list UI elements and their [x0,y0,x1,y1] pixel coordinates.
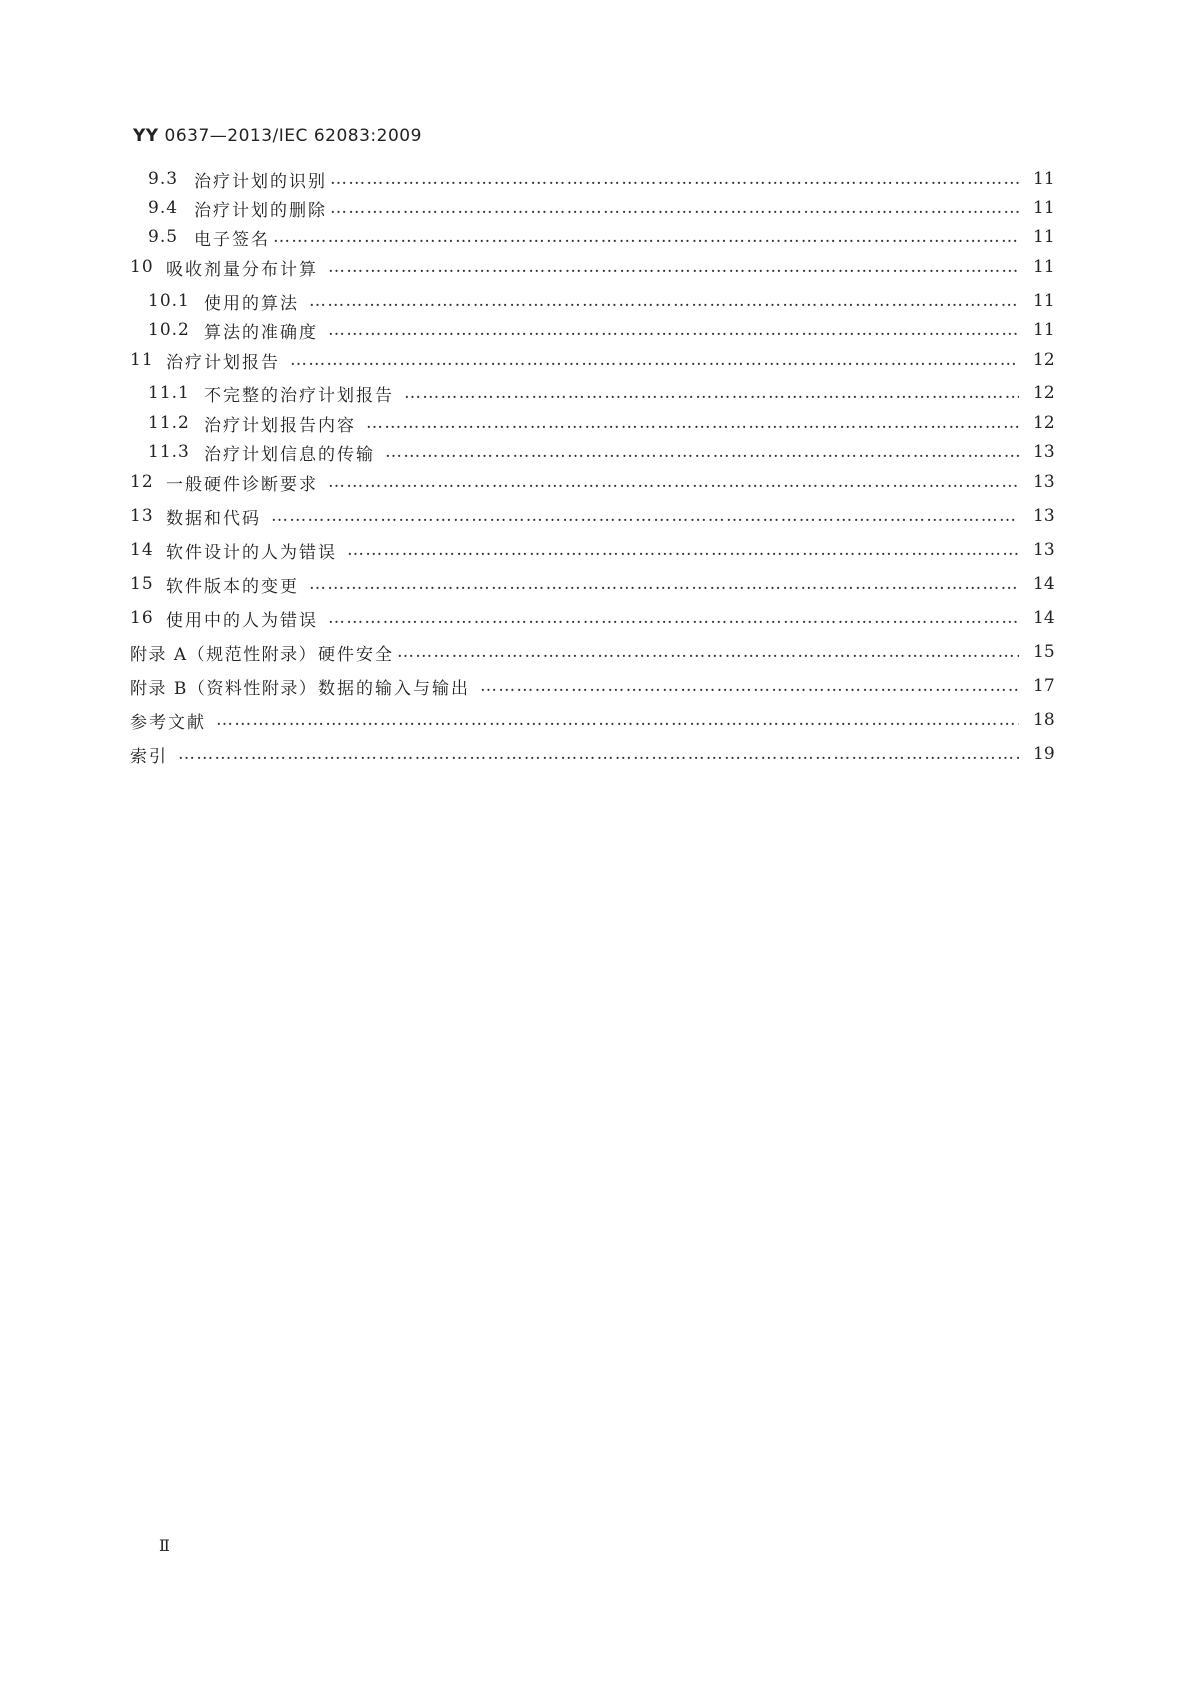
toc-entry[interactable] [0,166,1191,192]
toc-entry-number: 10 [130,257,154,277]
toc-entry-title: 软件设计的人为错误 [166,542,337,563]
toc-entry-title: 参考文献 [130,712,206,733]
toc-entry-page: 11 [1033,320,1055,340]
toc-entry-title: 治疗计划报告内容 [204,415,356,436]
toc-entry-title: 软件版本的变更 [166,576,299,597]
toc-entry[interactable] [0,673,1191,699]
toc-leader-dots [330,198,1019,218]
toc-entry-page: 13 [1033,442,1055,462]
standard-number: 0637—2013/IEC 62083:2009 [164,126,422,146]
toc-entry-title: 治疗计划的识别 [194,171,327,192]
toc-leader-dots [328,608,1019,628]
toc-entry-number: 15 [130,574,154,594]
toc-leader-dots [347,540,1019,560]
toc-entry[interactable] [0,254,1191,280]
toc-entry[interactable] [0,571,1191,597]
toc-leader-dots [290,350,1019,370]
toc-entry-title: 数据和代码 [166,508,261,529]
toc-entry-page: 13 [1033,472,1055,492]
toc-entry-page: 11 [1033,169,1055,189]
toc-entry-title: 电子签名 [194,229,270,250]
toc-entry-title: 使用中的人为错误 [166,610,318,631]
toc-entry[interactable] [0,288,1191,314]
toc-entry-title: 治疗计划信息的传输 [204,444,375,465]
toc-leader-dots [271,506,1019,526]
toc-leader-dots [330,169,1019,189]
toc-entry-page: 11 [1033,291,1055,311]
toc-entry-page: 15 [1033,642,1055,662]
toc-entry-page: 19 [1033,744,1055,764]
toc-entry-number: 11.2 [148,413,190,433]
toc-entry-page: 11 [1033,227,1055,247]
toc-leader-dots [216,710,1019,730]
toc-entry[interactable] [0,439,1191,465]
toc-entry-page: 11 [1033,198,1055,218]
toc-leader-dots [480,676,1019,696]
toc-entry-page: 12 [1033,383,1055,403]
toc-entry-number: 11.3 [148,442,190,462]
toc-leader-dots [309,574,1019,594]
toc-entry-title: 索引 [130,746,168,767]
toc-entry-number: 16 [130,608,154,628]
toc-leader-dots [328,257,1019,277]
toc-entry-title: 使用的算法 [204,293,299,314]
toc-entry[interactable] [0,347,1191,373]
toc-entry-title: 治疗计划的删除 [194,200,327,221]
toc-leader-dots [328,320,1019,340]
toc-entry-page: 13 [1033,540,1055,560]
toc-entry-title: 治疗计划报告 [166,352,280,373]
toc-entry-number: 9.5 [148,227,179,247]
toc-entry-page: 13 [1033,506,1055,526]
toc-entry[interactable] [0,503,1191,529]
toc-entry[interactable] [0,469,1191,495]
toc-entry-title: 数据的输入与输出 [318,678,470,699]
toc-entry-title: 一般硬件诊断要求 [166,474,318,495]
toc-entry-page: 17 [1033,676,1055,696]
toc-entry[interactable] [0,380,1191,406]
toc-entry-title: 算法的准确度 [204,322,318,343]
toc-leader-dots [397,642,1019,662]
toc-entry-page: 14 [1033,574,1055,594]
toc-entry[interactable] [0,741,1191,767]
toc-entry-page: 18 [1033,710,1055,730]
toc-entry-page: 11 [1033,257,1055,277]
toc-entry[interactable] [0,317,1191,343]
toc-entry[interactable] [0,195,1191,221]
toc-leader-dots [178,744,1019,764]
toc-entry-number: 11 [130,350,154,370]
toc-entry-number: 13 [130,506,154,526]
toc-entry-page: 12 [1033,413,1055,433]
toc-entry-title: 不完整的治疗计划报告 [204,385,394,406]
toc-entry-number: 11.1 [148,383,190,403]
toc-entry[interactable] [0,605,1191,631]
toc-entry-number: 9.4 [148,198,179,218]
toc-entry-page: 14 [1033,608,1055,628]
toc-leader-dots [366,413,1019,433]
toc-leader-dots [385,442,1019,462]
toc-entry[interactable] [0,537,1191,563]
toc-entry-title: 吸收剂量分布计算 [166,259,318,280]
page-number: Ⅱ [159,1536,170,1555]
toc-entry-number: 14 [130,540,154,560]
toc-entry[interactable] [0,707,1191,733]
toc-leader-dots [404,383,1019,403]
toc-entry-number: 12 [130,472,154,492]
toc-entry[interactable] [0,224,1191,250]
toc-leader-dots [328,472,1019,492]
toc-entry[interactable] [0,410,1191,436]
toc-entry-number: 附录 A（规范性附录） [130,644,318,665]
toc-leader-dots [309,291,1019,311]
toc-entry-number: 附录 B（资料性附录） [130,678,318,699]
standard-prefix: YY [133,126,159,146]
toc-entry-number: 10.1 [148,291,190,311]
toc-entry[interactable] [0,639,1191,665]
toc-entry-title: 硬件安全 [318,644,394,665]
toc-entry-number: 9.3 [148,169,179,189]
toc-entry-number: 10.2 [148,320,190,340]
toc-leader-dots [273,227,1019,247]
toc-entry-page: 12 [1033,350,1055,370]
